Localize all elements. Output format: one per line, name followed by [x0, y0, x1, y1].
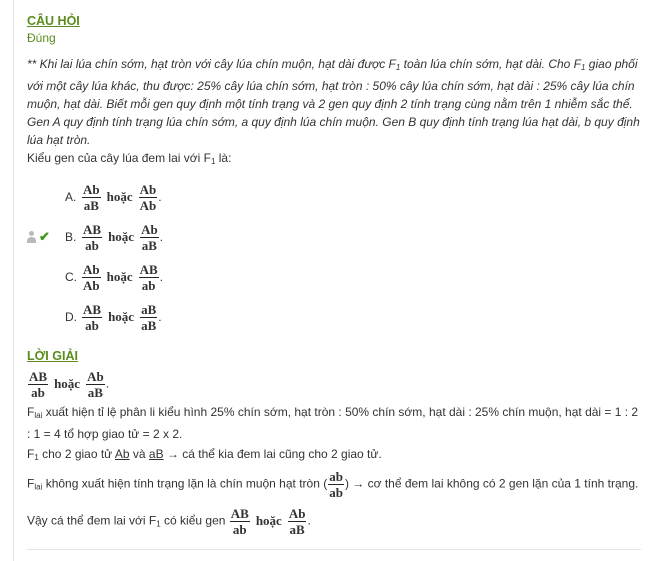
option-connector: hoặc: [108, 309, 135, 324]
prompt-text: Kiểu gen của cây lúa đem lai với F: [27, 151, 211, 165]
conclusion-period: .: [307, 513, 311, 528]
solution-text: có kiểu gen: [160, 513, 229, 528]
question-text-part: toàn lúa chín sớm, hạt dài. Cho F: [400, 57, 582, 71]
fraction-denominator: ab: [85, 317, 99, 333]
fraction-denominator: aB: [87, 385, 103, 400]
genotype-fraction: [140, 302, 157, 333]
option-letter: D.: [65, 310, 77, 324]
subscript: 1: [210, 157, 216, 166]
genotype-fraction: [328, 469, 344, 500]
fraction-denominator: aB: [141, 317, 157, 333]
genotype-fraction: [230, 506, 250, 537]
genotype-fraction: [139, 262, 159, 293]
solution-conclusion: [27, 506, 641, 537]
fraction-denominator: ab: [31, 385, 45, 400]
fraction-numerator: Ab: [141, 221, 158, 237]
option-period: .: [159, 270, 164, 284]
check-icon: ✔: [39, 229, 50, 244]
bottom-divider: [27, 549, 641, 550]
question-text-part: giao phối với một cây lúa khác, thu được: 25% cây lúa chín sớm, hạt tròn : 50% cây lúa chín sớm, hạt dài : 25% cây lúa chín muộn, hạt dài. Biết mỗi gen quy định một tính trạng và 2 gen quy định 2 tính trạng cùng nằm trên 1 nhiễm sắc thể. Gen A quy định tính trạng lúa chín sớm, a quy định lúa chín muộn. Gen B quy định tính trạng lúa hạt dài, b quy định lúa hạt tròn.: [27, 57, 640, 147]
fraction-denominator: Ab: [139, 197, 157, 213]
solution-paragraph-3: [27, 469, 641, 500]
fraction-denominator: ab: [85, 237, 99, 253]
solution-paragraph-1: [27, 403, 641, 443]
left-border: [13, 0, 14, 561]
solution-text: không xuất hiện tính trạng lặn là chín muộn hạt tròn (: [42, 476, 328, 491]
option-letter: C.: [65, 270, 77, 284]
solution-text: F: [27, 476, 35, 491]
solution-answer: [27, 369, 641, 400]
answer-period: .: [105, 376, 110, 391]
genotype-fraction: [288, 506, 307, 537]
fraction-numerator: AB: [230, 506, 249, 521]
fraction-numerator: AB: [83, 301, 102, 317]
fraction-denominator: ab: [329, 485, 343, 500]
genotype-fraction: [139, 182, 158, 213]
subscript: 1: [581, 63, 586, 72]
fraction-numerator: Ab: [83, 261, 100, 277]
gamete-label: aB: [148, 447, 164, 461]
solution-text: F: [27, 405, 35, 419]
question-text-part: ** Khi lai lúa chín sớm, hạt tròn với cây lúa chín muộn, hạt dài được F: [27, 57, 396, 71]
question-heading: CÂU HỎI: [27, 14, 80, 28]
answer-options: [27, 177, 641, 337]
solution-text: F: [27, 447, 35, 461]
fraction-denominator: ab: [232, 522, 247, 537]
question-text: [27, 55, 641, 149]
solution-text: → cá thể kia đem lai cũng cho 2 giao tử.: [163, 447, 382, 461]
option-letter: A.: [65, 190, 77, 204]
genotype-fraction: [82, 222, 102, 253]
solution-text: cho 2 giao tử: [38, 447, 115, 461]
option-a[interactable]: [27, 177, 641, 217]
conclusion-connector: hoặc: [255, 512, 282, 528]
solution-heading: LỜI GIẢI: [27, 349, 78, 363]
subscript: 1: [395, 63, 401, 72]
genotype-fraction: [82, 262, 101, 293]
fraction-denominator: Ab: [83, 277, 100, 293]
option-connector: hoặc: [108, 229, 135, 244]
subscript: lai: [34, 411, 43, 420]
fraction-numerator: ab: [329, 469, 343, 484]
fraction-numerator: Ab: [83, 181, 100, 197]
solution-paragraph-2: [27, 445, 641, 467]
option-b[interactable]: [27, 217, 641, 257]
answer-status: Đúng: [27, 31, 56, 45]
option-d[interactable]: [27, 297, 641, 337]
solution-text: xuất hiện tỉ lệ phân li kiểu hình 25% chín sớm, hạt tròn : 50% chín sớm, hạt dài : 25% chín muộn, hạt dài = 1 : 2 : 1 = 4 tổ hợp giao tử = 2 x 2.: [27, 405, 639, 441]
fraction-numerator: aB: [141, 301, 157, 317]
genotype-fraction: [86, 369, 105, 400]
genotype-fraction: [140, 222, 159, 253]
fraction-numerator: AB: [139, 261, 158, 277]
genotype-fraction: [82, 302, 102, 333]
fraction-denominator: aB: [141, 237, 157, 253]
subscript: 1: [34, 453, 39, 462]
question-prompt: [27, 149, 641, 171]
solution-text: Vậy cá thể đem lai với F: [27, 513, 157, 528]
subscript: 1: [156, 519, 161, 529]
solution-text: ) → cơ thể đem lai không có 2 gen lặn của 1 tính trạng.: [344, 476, 639, 491]
fraction-numerator: Ab: [139, 181, 157, 197]
fraction-denominator: aB: [83, 197, 99, 213]
option-letter: B.: [65, 230, 77, 244]
genotype-fraction: [82, 182, 101, 213]
person-icon: [27, 231, 35, 243]
selected-correct-marker: [27, 229, 50, 245]
option-connector: hoặc: [106, 189, 133, 204]
fraction-numerator: AB: [83, 221, 102, 237]
option-period: .: [158, 310, 162, 324]
answer-connector: hoặc: [54, 375, 81, 391]
fraction-numerator: Ab: [288, 506, 306, 521]
option-connector: hoặc: [106, 269, 133, 284]
subscript: lai: [34, 482, 43, 492]
genotype-fraction: [28, 369, 48, 400]
fraction-denominator: aB: [289, 522, 305, 537]
option-c[interactable]: [27, 257, 641, 297]
question-panel: [27, 14, 641, 537]
gamete-label: Ab: [114, 447, 130, 461]
prompt-text: là:: [215, 151, 232, 165]
option-period: .: [159, 230, 164, 244]
solution-text: và: [129, 447, 149, 461]
fraction-denominator: ab: [141, 277, 156, 293]
fraction-numerator: AB: [29, 369, 48, 384]
fraction-numerator: Ab: [87, 369, 104, 384]
option-period: .: [158, 190, 162, 204]
